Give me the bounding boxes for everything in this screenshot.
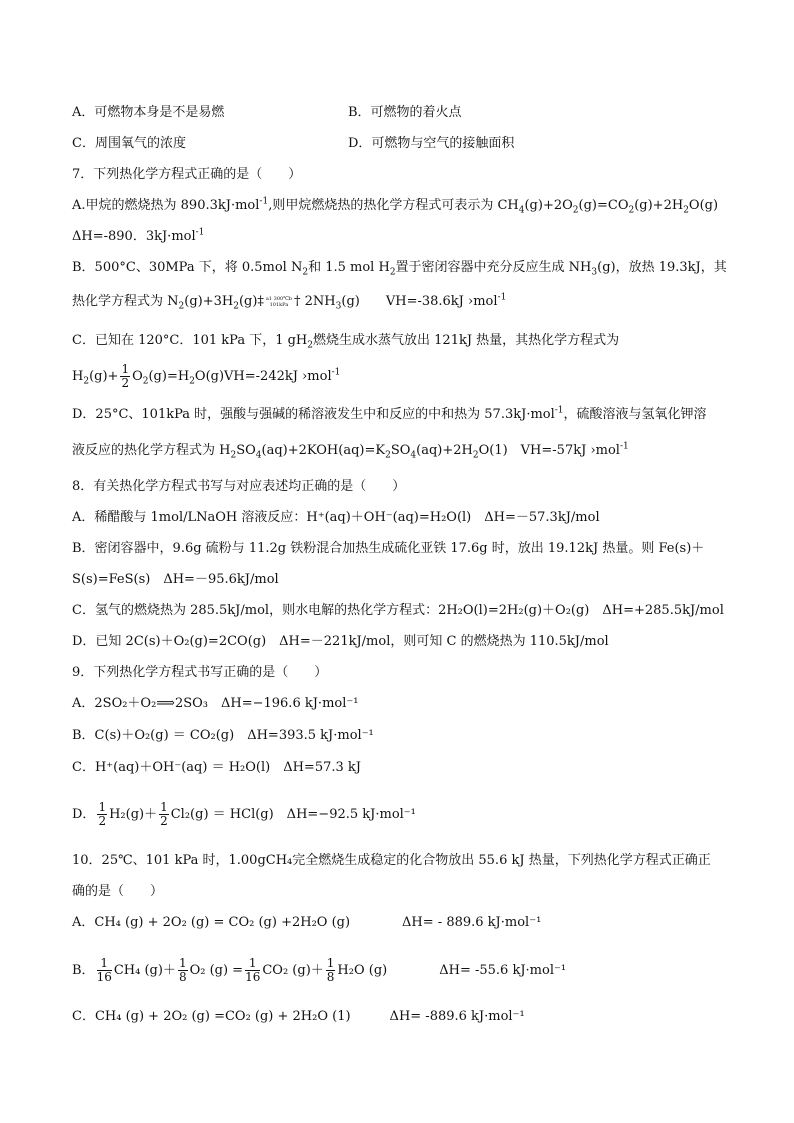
q10-option-a: A．CH₄ (g) + 2O₂ (g) = CO₂ (g) +2H₂O (g) ΔH= - 889.6 kJ·mol⁻¹ xyxy=(72,915,542,930)
fraction-half: $\frac{1}{2}$ xyxy=(98,800,107,828)
q8-option-d: D．已知 2C(s)＋O₂(g)=2CO(g) ΔH=－221kJ/mol，则可知 C 的燃烧热为 110.5kJ/mol xyxy=(72,634,609,649)
q7-option-d-line2: 液反应的热化学方程式为 $H_2SO_4(aq)+2KOH(aq)=K_2SO_4(aq)+2H_2O(1)$ VH=-57kJ ›mol$^{-1}$ xyxy=(72,441,629,461)
q10-option-b: B． $\frac{1}{16}$ CH₄ (g)＋ $\frac{1}{8}$ O₂ (g) = $\frac{1}{16}$ CO₂ (g)＋ $\frac{1}{8}$ H₂O (g) ΔH= -55.6 kJ·mol⁻¹ xyxy=(72,956,567,984)
fraction: $\frac{1}{16}$ xyxy=(96,956,112,984)
reaction-condition: a1 300℃b 101kPa xyxy=(265,295,293,308)
q8-stem: 8．有关热化学方程式书写与对应表述均正确的是（ ） xyxy=(72,479,406,494)
fraction: $\frac{1}{8}$ xyxy=(178,956,187,984)
q6-options-row1 xyxy=(72,103,462,123)
q9-stem: 9．下列热化学方程式书写正确的是（ ） xyxy=(72,665,328,680)
q9-option-a: A．2SO₂＋O₂⟹2SO₃ ΔH=−196.6 kJ·mol⁻¹ xyxy=(72,696,359,711)
q9-option-d: D． $\frac{1}{2}$ H₂(g)＋ $\frac{1}{2}$ Cl₂(g) ＝ HCl(g) ΔH=−92.5 kJ·mol⁻¹ xyxy=(72,800,416,828)
q10-option-c: C．CH₄ (g) + 2O₂ (g) =CO₂ (g) + 2H₂O (1) ΔH= -889.6 kJ·mol⁻¹ xyxy=(72,1009,525,1024)
fraction: $\frac{1}{8}$ xyxy=(326,956,335,984)
q8-option-a: A．稀醋酸与 1mol/LNaOH 溶液反应：H⁺(aq)＋OH⁻(aq)=H₂O(l) ΔH=－57.3kJ/mol xyxy=(72,510,600,525)
q7-option-a-line2: ΔH=-890．3kJ·mol$^{-1}$ xyxy=(72,227,205,244)
q7-option-c-line1: C．已知在 120°C．101 kPa 下，1 $gH_2$燃烧生成水蒸气放出 121kJ 热量，其热化学方程式为 xyxy=(72,333,620,351)
q9-option-c: C．H⁺(aq)＋OH⁻(aq) ＝ H₂O(l) ΔH=57.3 kJ xyxy=(72,760,361,775)
q6-option-c: C．周围氧气的浓度 xyxy=(72,136,186,151)
q7-stem: 7．下列热化学方程式正确的是（ ） xyxy=(72,167,302,182)
q6-option-b: B．可燃物的着火点 xyxy=(348,105,462,120)
q6-option-a: A．可燃物本身是不是易燃 xyxy=(72,105,225,120)
q8-option-b-line2: S(s)=FeS(s) ΔH=－95.6kJ/mol xyxy=(72,572,279,587)
q8-option-b-line1: B．密闭容器中，9.6g 硫粉与 11.2g 铁粉混合加热生成硫化亚铁 17.6g 时，放出 19.12kJ 热量。则 Fe(s)＋ xyxy=(72,541,705,556)
q7-option-c-line2: $H_2(g)+$ $\frac{1}{2}$ $O_2(g)=H_2O(g)VH=-242kJ$ ›mol$^{-1}$ xyxy=(72,362,341,390)
q6-option-d: D．可燃物与空气的接触面积 xyxy=(348,136,515,151)
q8-option-c: C．氢气的燃烧热为 285.5kJ/mol，则水电解的热化学方程式：2H₂O(l)=2H₂(g)＋O₂(g) ΔH=+285.5kJ/mol xyxy=(72,603,724,618)
q7-option-b-line2: 热化学方程式为 $N_2(g)+3H_2(g)\ddagger$ a1 300℃b 101kPa † $2NH_3(g)$ VH=-38.6kJ ›mol$^{-1}$ xyxy=(72,292,507,312)
q7-option-d-line1: D．25°C、101kPa 时，强酸与强碱的稀溶液发生中和反应的中和热为 57.3kJ·mol$^{-1}$，硫酸溶液与氢氧化钾溶 xyxy=(72,405,707,422)
fraction-half: $\frac{1}{2}$ xyxy=(121,362,130,390)
q10-stem-line1: 10．25℃、101 kPa 时，1.00gCH₄完全燃烧生成稳定的化合物放出 55.6 kJ 热量，下列热化学方程式正确正 xyxy=(72,853,711,868)
fraction-half: $\frac{1}{2}$ xyxy=(160,800,168,828)
fraction: $\frac{1}{16}$ xyxy=(245,956,261,984)
q9-option-b: B．C(s)＋O₂(g) ＝ CO₂(g) ΔH=393.5 kJ·mol⁻¹ xyxy=(72,728,374,743)
q10-stem-line2: 确的是（ ） xyxy=(72,884,164,899)
q7-option-a-line1: A.甲烷的燃烧热为 890.3kJ·mol$^{-1}$,则甲烷燃烧热的热化学方程式可表示为 $CH_4(g)+2O_2(g)=CO_2(g)+2H_2O(g)$ xyxy=(72,196,719,216)
q6-options-row2 xyxy=(72,134,515,154)
q7-option-b-line1: B．500°C、30MPa 下，将 0.5mol $N_2$和 1.5 mol $H_2$置于密闭容器中充分反应生成 $NH_3(g)$，放热 19.3kJ，其 xyxy=(72,260,727,278)
